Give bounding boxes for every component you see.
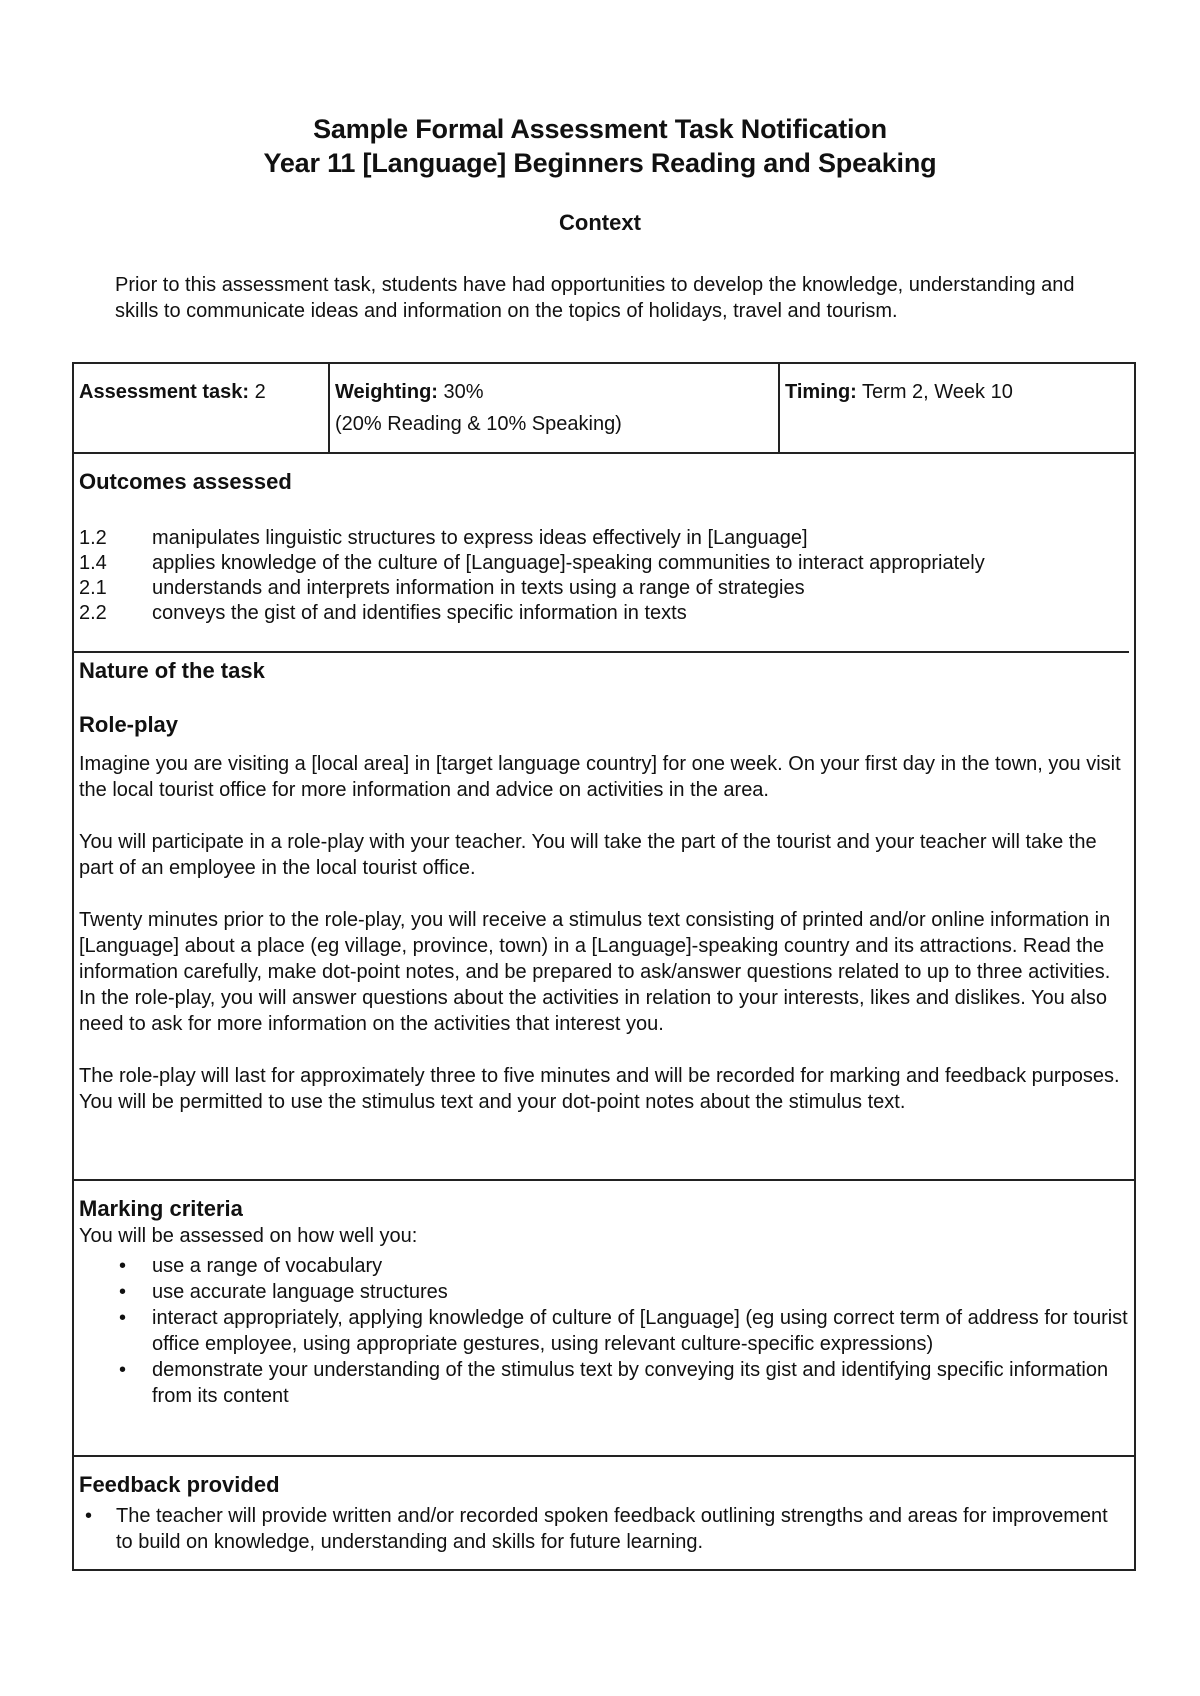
task-info-row bbox=[74, 364, 1134, 454]
bullet-icon: • bbox=[119, 1255, 127, 1277]
document-subtitle: Year 11 [Language] Beginners Reading and Speaking bbox=[263, 148, 937, 178]
bullet-icon: • bbox=[119, 1307, 127, 1329]
list-item bbox=[79, 1253, 1129, 1279]
marking-heading: Marking criteria bbox=[79, 1196, 243, 1221]
context-text: Prior to this assessment task, students have had opportunities to develop the knowledge, understanding and skills to communicate ideas and information on the topics of holidays, travel and tourism. bbox=[115, 274, 1075, 322]
criterion-text: use accurate language structures bbox=[152, 1281, 448, 1303]
criterion-text: use a range of vocabulary bbox=[152, 1255, 383, 1277]
assessment-task-label: Assessment task: bbox=[79, 381, 250, 403]
list-item bbox=[79, 1503, 1129, 1555]
list-item bbox=[79, 1357, 1129, 1409]
document-header bbox=[0, 112, 1200, 236]
role-play-heading: Role-play bbox=[79, 712, 179, 737]
marking-criteria-list bbox=[79, 1253, 1129, 1409]
timing-label: Timing: bbox=[785, 381, 857, 403]
weighting-label: Weighting: bbox=[335, 381, 438, 403]
outcome-text: applies knowledge of the culture of [Language]-speaking communities to interact appropriately bbox=[152, 552, 985, 574]
bullet-icon: • bbox=[119, 1359, 127, 1381]
nature-section bbox=[74, 653, 1134, 1181]
weighting-cell bbox=[330, 364, 780, 452]
assessment-task-cell bbox=[74, 364, 330, 452]
feedback-text: The teacher will provide written and/or recorded spoken feedback outlining strengths and areas for improvement to build on knowledge, understanding and skills for future learning. bbox=[116, 1505, 1108, 1553]
outcome-code: 2.1 bbox=[79, 577, 107, 599]
feedback-section bbox=[74, 1457, 1134, 1569]
marking-section bbox=[74, 1181, 1134, 1457]
criterion-text: demonstrate your understanding of the stimulus text by conveying its gist and identifying specific information from its content bbox=[152, 1359, 1109, 1407]
outcomes-heading: Outcomes assessed bbox=[79, 469, 292, 494]
task-paragraph: Imagine you are visiting a [local area] in [target language country] for one week. On your first day in the town, you visit the local tourist office for more information and advice on activities in the area. bbox=[79, 753, 1121, 801]
assessment-task-value: 2 bbox=[249, 381, 266, 403]
task-paragraph: Twenty minutes prior to the role-play, you will receive a stimulus text consisting of printed and/or online information in [Language] about a place (eg village, province, town) in a [Language]-speaking country and its attractions. Read the information carefully, make dot-point notes, and be prepared to ask/answer questions related to up to three activities. In the role-play, you will answer questions about the activities in relation to your interests, likes and dislikes. You also need to ask for more information on the activities that interest you. bbox=[79, 909, 1111, 1035]
document-title: Sample Formal Assessment Task Notification bbox=[313, 114, 887, 144]
marking-intro: You will be assessed on how well you: bbox=[79, 1225, 418, 1247]
bullet-icon: • bbox=[119, 1281, 127, 1303]
outcome-text: understands and interprets information in texts using a range of strategies bbox=[152, 577, 805, 599]
outcome-code: 2.2 bbox=[79, 602, 107, 624]
outcomes-section bbox=[74, 454, 1129, 653]
list-item bbox=[79, 1279, 1129, 1305]
outcome-item bbox=[79, 601, 1124, 626]
timing-cell bbox=[780, 364, 1134, 452]
outcome-list bbox=[79, 526, 1124, 626]
task-paragraph: You will participate in a role-play with your teacher. You will take the part of the tourist and your teacher will take the part of an employee in the local tourist office. bbox=[79, 831, 1097, 879]
nature-heading: Nature of the task bbox=[79, 658, 265, 683]
weighting-detail: (20% Reading & 10% Speaking) bbox=[335, 413, 622, 435]
context-heading: Context bbox=[559, 210, 641, 235]
outcome-item bbox=[79, 576, 1124, 601]
task-paragraph: The role-play will last for approximately three to five minutes and will be recorded for marking and feedback purposes. You will be permitted to use the stimulus text and your dot-point notes about the stimulus text. bbox=[79, 1065, 1120, 1113]
outcome-item bbox=[79, 551, 1124, 576]
weighting-value: 30% bbox=[437, 381, 484, 403]
feedback-heading: Feedback provided bbox=[79, 1472, 280, 1497]
list-item bbox=[79, 1305, 1129, 1357]
outcome-code: 1.2 bbox=[79, 527, 107, 549]
bullet-icon: • bbox=[85, 1505, 93, 1527]
outcome-text: manipulates linguistic structures to express ideas effectively in [Language] bbox=[152, 527, 808, 549]
outcome-item bbox=[79, 526, 1124, 551]
assessment-table bbox=[72, 362, 1136, 1571]
timing-value: Term 2, Week 10 bbox=[856, 381, 1013, 403]
criterion-text: interact appropriately, applying knowledge of culture of [Language] (eg using correct term of address for tourist office employee, using appropriate gestures, using relevant culture-specific expressions) bbox=[152, 1307, 1128, 1355]
outcome-text: conveys the gist of and identifies specific information in texts bbox=[152, 602, 687, 624]
feedback-list bbox=[79, 1503, 1129, 1555]
outcome-code: 1.4 bbox=[79, 552, 107, 574]
